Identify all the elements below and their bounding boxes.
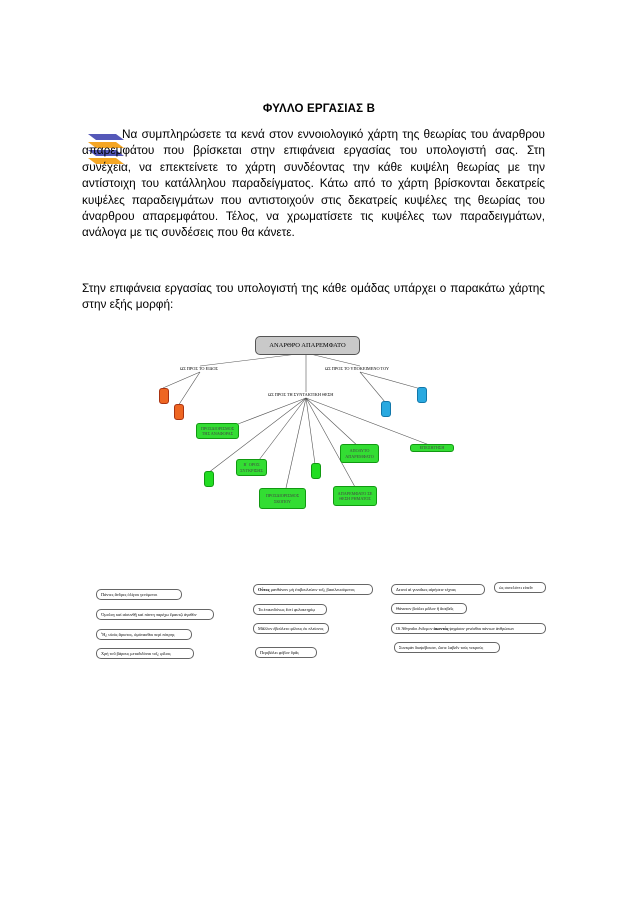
orange-node-2[interactable]: [174, 404, 184, 420]
example-text: μανθάνειν μή ἐπιβουλεύειν τοῖ¿ βασιλευσόμενος: [270, 586, 355, 592]
root-node[interactable]: ΑΝΑΡΘΡΟ ΑΠΑΡΕΜΦΑΤΟ: [255, 336, 360, 355]
example-text: Χρή τοῦ βάρους μεταδιδόναι τοῖ¿ φίλοις: [101, 650, 171, 656]
instructions-paragraph: Να συμπληρώσετε τα κενά στον εννοιολογικό χάρτη της θεωρίας του άναρθρου απαρεμφάτου που βρίσκεται στην επιφάνεια εργασίας του υπολογιστή σας. Στη συνέχεια, να επεκτείνετε το χάρτη συνδέοντας την κάθε κυψέλη θεωρίας με την αντίστοιχη του κατάλληλου παραδείγματος. Κάτω από το χάρτη βρίσκονται δεκατρείς κυψέλες παραδειγμάτων που αντιστοιχούν στις δεκατρείς κυψέλες της θεωρίας του άναρθρου απαρεμφάτου. Τέλος, να χρωματίσετε τις κυψέλες των παραδειγμάτων, ανάλογα με τις συνδέσεις που θα κάνετε.: [82, 127, 545, 240]
example-text: Περιβάλει φόβον ὅρᾶς: [260, 649, 299, 655]
example-cell-2[interactable]: [96, 609, 214, 620]
example-cell-4[interactable]: [96, 648, 194, 659]
green-node-small-2[interactable]: [311, 463, 321, 479]
branch-label-syntax: ΩΣ ΠΡΟΣ ΤΗ ΣΥΝΤΑΚΤΙΚΗ ΘΕΣΗ: [268, 392, 334, 397]
example-text: Οἱ Ἀθηναῖοι ἔνδεμον: [396, 625, 433, 631]
example-cell-8[interactable]: [255, 647, 317, 658]
blue-node-1[interactable]: [381, 401, 391, 417]
example-cell-11[interactable]: [391, 603, 467, 614]
example-cell-7[interactable]: [253, 623, 329, 634]
example-text: Συνεφάν διαψέβοισιν, ὥστε λαβεῖν τοὺς νεκρούς: [399, 644, 484, 650]
example-cell-12[interactable]: [391, 623, 546, 634]
example-text: Τα ἐπικινδύνως ἔστί φυλακτηρίῳ: [258, 606, 316, 612]
example-cell-6[interactable]: [253, 604, 327, 615]
example-text: ψηφίσαν γενέσθαι πάντων ἀνθρώπων: [449, 625, 515, 631]
example-cell-3[interactable]: [96, 629, 192, 640]
example-text: Θάνατον βούλει μᾶλον ἤ ἄσεβεῖς: [396, 605, 454, 611]
example-cell-13[interactable]: [394, 642, 500, 653]
example-text-bold: ἀκοντάς: [433, 625, 449, 631]
node-apolyto-aparemfato[interactable]: ΑΠΟΛΥΤΟ ΑΠΑΡΕΜΦΑΤΟ: [340, 444, 379, 463]
example-text: Πάντες ἄνδρες ὁλίγου γενόμενοι: [101, 591, 158, 597]
node-aparemfato-thesi-rimatos[interactable]: ΑΠΑΡΕΜΦΑΤΟ ΣΕ ΘΕΣΗ ΡΗΜΑΤΟΣ: [333, 486, 377, 506]
node-b-oros-sygkrisis[interactable]: Β΄ ΟΡΟΣ ΣΥΓΚΡΙΣΗΣ: [236, 459, 267, 476]
branch-label-subject: ΩΣ ΠΡΟΣ ΤΟ ΥΠΟΚΕΙΜΕΝΟ ΤΟΥ: [325, 366, 390, 371]
node-prosdiorismos-skopou[interactable]: ΠΡΟΣΔΙΟΡΙΣΜΟΣ ΣΚΟΠΟΥ: [259, 488, 306, 509]
green-node-small-1[interactable]: [204, 471, 214, 487]
node-epexigisi[interactable]: ΕΠΕΞΗΓΗΣΗ: [410, 444, 454, 452]
example-text: Ὁμολογ καί αἰσυνθῇ καί πάντη παρέχω ἔμαυτῷ ἀγαθόν: [101, 611, 197, 617]
example-cell-5[interactable]: [253, 584, 373, 595]
desktop-map-paragraph: Στην επιφάνεια εργασίας του υπολογιστή της κάθε ομάδας υπάρχει ο παρακάτω χάρτης στην εξής μορφή:: [82, 281, 545, 312]
example-text: Μᾶλλον ἐβούλετο φίλους ἐκ πλείονος: [258, 625, 324, 631]
example-text: ὡς συνελόντι εἰπεῖν: [499, 584, 533, 590]
example-text-bold: Οὗτος: [258, 586, 270, 592]
example-text: Ἦ¿ υἱούς ἄριστος, ἀμύνασθαι περί πάτρης: [101, 631, 175, 637]
blue-node-2[interactable]: [417, 387, 427, 403]
example-cell-1[interactable]: [96, 589, 182, 600]
page-title: ΦΥΛΛΟ ΕΡΓΑΣΙΑΣ Β: [262, 103, 376, 115]
example-text: Δεινοί αἱ γυναῖκες αἰρήσειν τέχνας: [396, 586, 457, 592]
example-cell-10[interactable]: [494, 582, 546, 593]
orange-node-1[interactable]: [159, 388, 169, 404]
example-cell-9[interactable]: [391, 584, 485, 595]
node-prosdiorismos-anaforas[interactable]: ΠΡΟΣΔΙΟΡΙΣΜΟΣ ΤΗΣ ΑΝΑΦΟΡΑΣ: [196, 423, 239, 439]
branch-label-type: ΩΣ ΠΡΟΣ ΤΟ ΕΙΔΟΣ: [180, 366, 218, 371]
